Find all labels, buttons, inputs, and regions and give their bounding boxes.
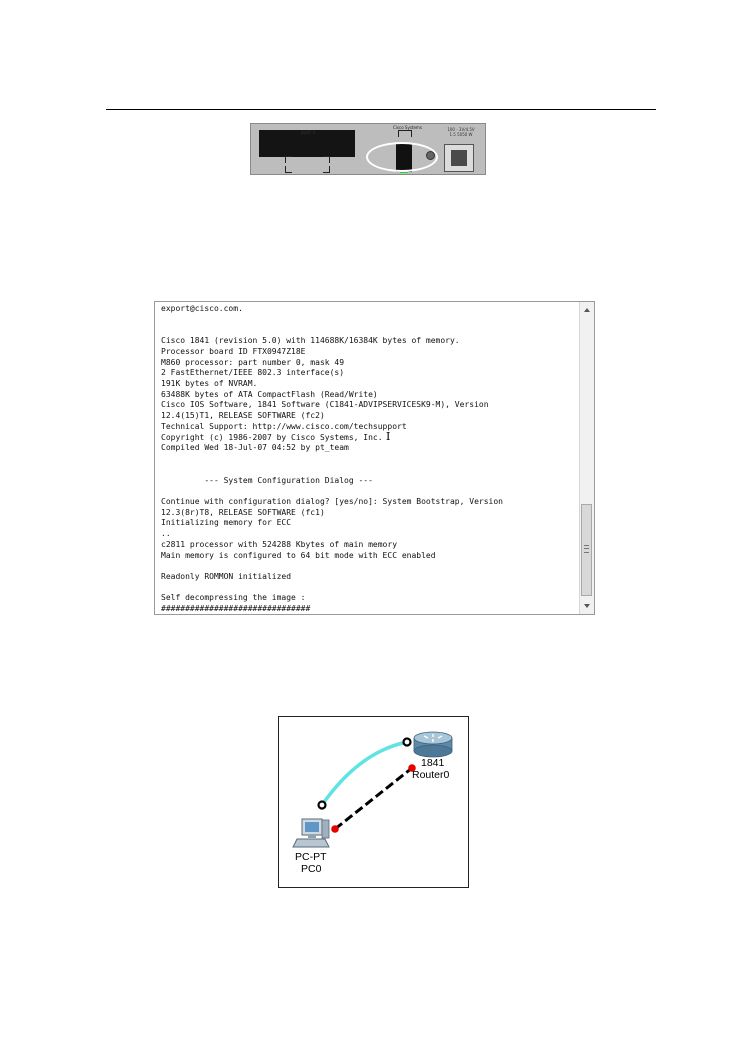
scroll-thumb[interactable]	[581, 504, 592, 596]
router-icon	[414, 732, 452, 757]
port-label: 100 - 3V/4.5V 1.5 5050 W	[447, 127, 475, 137]
scroll-up-icon[interactable]	[584, 308, 590, 312]
brand-label: Cisco Systems	[393, 125, 422, 130]
ethernet-port	[444, 144, 474, 172]
bracket-corner	[285, 166, 292, 173]
router-front-panel	[250, 123, 486, 175]
console-cable-end-pc	[319, 802, 326, 809]
network-topology	[278, 716, 469, 888]
bracket-corner	[323, 156, 330, 163]
text-cursor-icon: I	[386, 430, 391, 443]
cli-console-window	[154, 301, 595, 615]
router-name-label: Router0	[412, 769, 450, 781]
power-knob-icon	[426, 151, 435, 160]
pc-name-label: PC0	[301, 863, 322, 875]
console-output: export@cisco.com. Cisco 1841 (revision 5.0) with 114688K/16384K bytes of memory. Processor board ID FTX0947Z18E M860 processor: part number 0, mask 49 2 FastEthernet/IEEE 802.3 interface(s) 191K bytes of NVRAM. 63488K bytes of ATA CompactFlash (Read/Write) Cisco IOS Software, 1841 Software (C1841-ADVIPSERVICESK9-M), Version 12.4(15)T1, RELEASE SOFTWARE (fc2) Technical Support: http://www.cisco.com/techsupport Copyright (c) 1986-2007 by Cisco Systems, Inc. Compiled Wed 18-Jul-07 04:52 by pt_team --- System Configuration Dialog --- Continue with configuration dialog? [yes/no]: System Bootstrap, Version 12.3(8r)T8, RELEASE SOFTWARE (fc1) Initializing memory for ECC .. c2811 processor with 524288 Kbytes of main memory Main memory is configured to 64 bit mode with ECC enabled Readonly ROMMON initialized Self decompressing the image : ###############################	[161, 304, 503, 614]
slot-0	[259, 130, 355, 157]
console-cable	[322, 742, 407, 805]
bracket-corner	[323, 166, 330, 173]
cisco-logo-icon	[398, 130, 412, 137]
pc-icon	[293, 819, 329, 847]
pc-model-label: PC-PT	[295, 851, 327, 863]
ethernet-end-pc	[331, 825, 339, 833]
router-model-label: 1841	[421, 757, 445, 769]
header-rule	[106, 109, 656, 110]
slot-label: SLOT 0	[301, 130, 316, 135]
scroll-down-icon[interactable]	[584, 604, 590, 608]
bracket-corner	[285, 156, 292, 163]
console-cable-end-router	[404, 739, 411, 746]
console-scrollbar[interactable]	[579, 302, 594, 614]
